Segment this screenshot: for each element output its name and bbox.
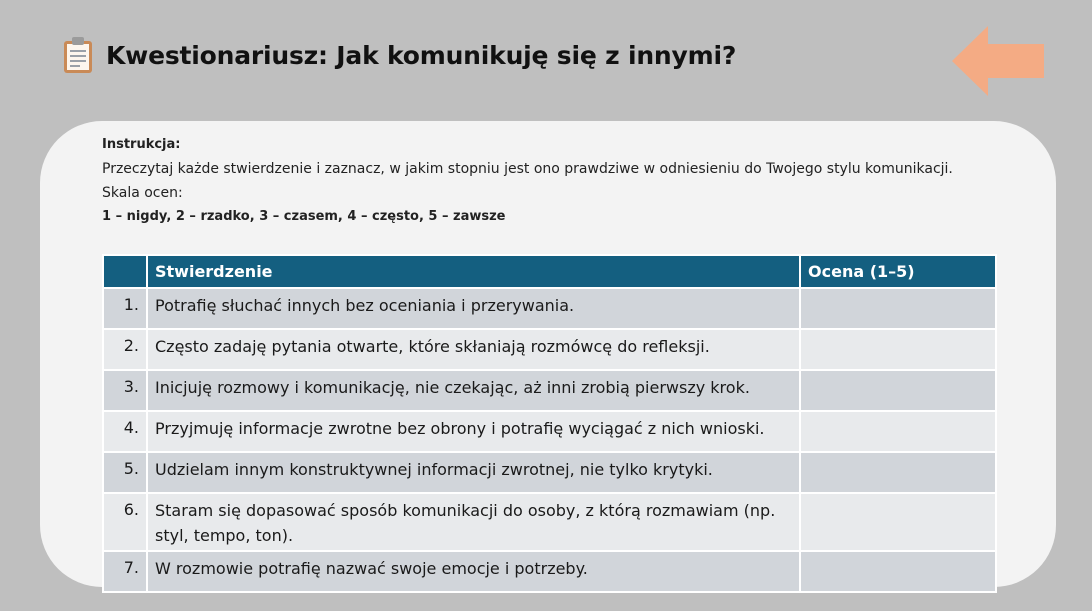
row-statement: W rozmowie potrafię nazwać swoje emocje i potrzeby. bbox=[147, 551, 800, 592]
table-header-row bbox=[103, 255, 996, 288]
row-number: 5. bbox=[103, 452, 147, 493]
row-number: 7. bbox=[103, 551, 147, 592]
row-statement: Staram się dopasować sposób komunikacji do osoby, z którą rozmawiam (np. styl, tempo, ton). bbox=[147, 493, 800, 551]
header-number bbox=[103, 255, 147, 288]
row-number: 1. bbox=[103, 288, 147, 329]
page-title: Kwestionariusz: Jak komunikuję się z innymi? bbox=[106, 40, 737, 70]
row-number: 2. bbox=[103, 329, 147, 370]
header-statement: Stwierdzenie bbox=[147, 255, 800, 288]
rating-cell[interactable] bbox=[800, 551, 996, 592]
row-statement: Przyjmuję informacje zwrotne bez obrony i potrafię wyciągać z nich wnioski. bbox=[147, 411, 800, 452]
row-statement: Często zadaję pytania otwarte, które skłaniają rozmówcę do refleksji. bbox=[147, 329, 800, 370]
clipboard-icon bbox=[62, 36, 94, 74]
page-header bbox=[62, 36, 736, 74]
rating-cell[interactable] bbox=[800, 411, 996, 452]
row-number: 4. bbox=[103, 411, 147, 452]
row-statement: Inicjuję rozmowy i komunikację, nie czekając, aż inni zrobią pierwszy krok. bbox=[147, 370, 800, 411]
rating-scale: 1 – nigdy, 2 – rzadko, 3 – czasem, 4 – często, 5 – zawsze bbox=[102, 209, 506, 224]
rating-cell[interactable] bbox=[800, 452, 996, 493]
table-row bbox=[103, 551, 996, 592]
header-rating: Ocena (1–5) bbox=[800, 255, 996, 288]
row-statement: Potrafię słuchać innych bez oceniania i przerywania. bbox=[147, 288, 800, 329]
table-row bbox=[103, 370, 996, 411]
questionnaire-table bbox=[102, 254, 997, 593]
rating-cell[interactable] bbox=[800, 493, 996, 551]
row-number: 3. bbox=[103, 370, 147, 411]
rating-cell[interactable] bbox=[800, 370, 996, 411]
arrow-left-icon[interactable] bbox=[952, 26, 1046, 96]
table-row bbox=[103, 493, 996, 551]
table-row bbox=[103, 452, 996, 493]
table-row bbox=[103, 411, 996, 452]
table-row bbox=[103, 288, 996, 329]
questionnaire-card bbox=[40, 121, 1056, 587]
instructions bbox=[102, 133, 962, 229]
rating-cell[interactable] bbox=[800, 329, 996, 370]
instructions-text: Przeczytaj każde stwierdzenie i zaznacz, w jakim stopniu jest ono prawdziwe w odniesieniu do Twojego stylu komunikacji. Skala ocen: bbox=[102, 161, 953, 201]
table-row bbox=[103, 329, 996, 370]
row-statement: Udzielam innym konstruktywnej informacji zwrotnej, nie tylko krytyki. bbox=[147, 452, 800, 493]
row-number: 6. bbox=[103, 493, 147, 551]
rating-cell[interactable] bbox=[800, 288, 996, 329]
instructions-label: Instrukcja: bbox=[102, 137, 181, 152]
